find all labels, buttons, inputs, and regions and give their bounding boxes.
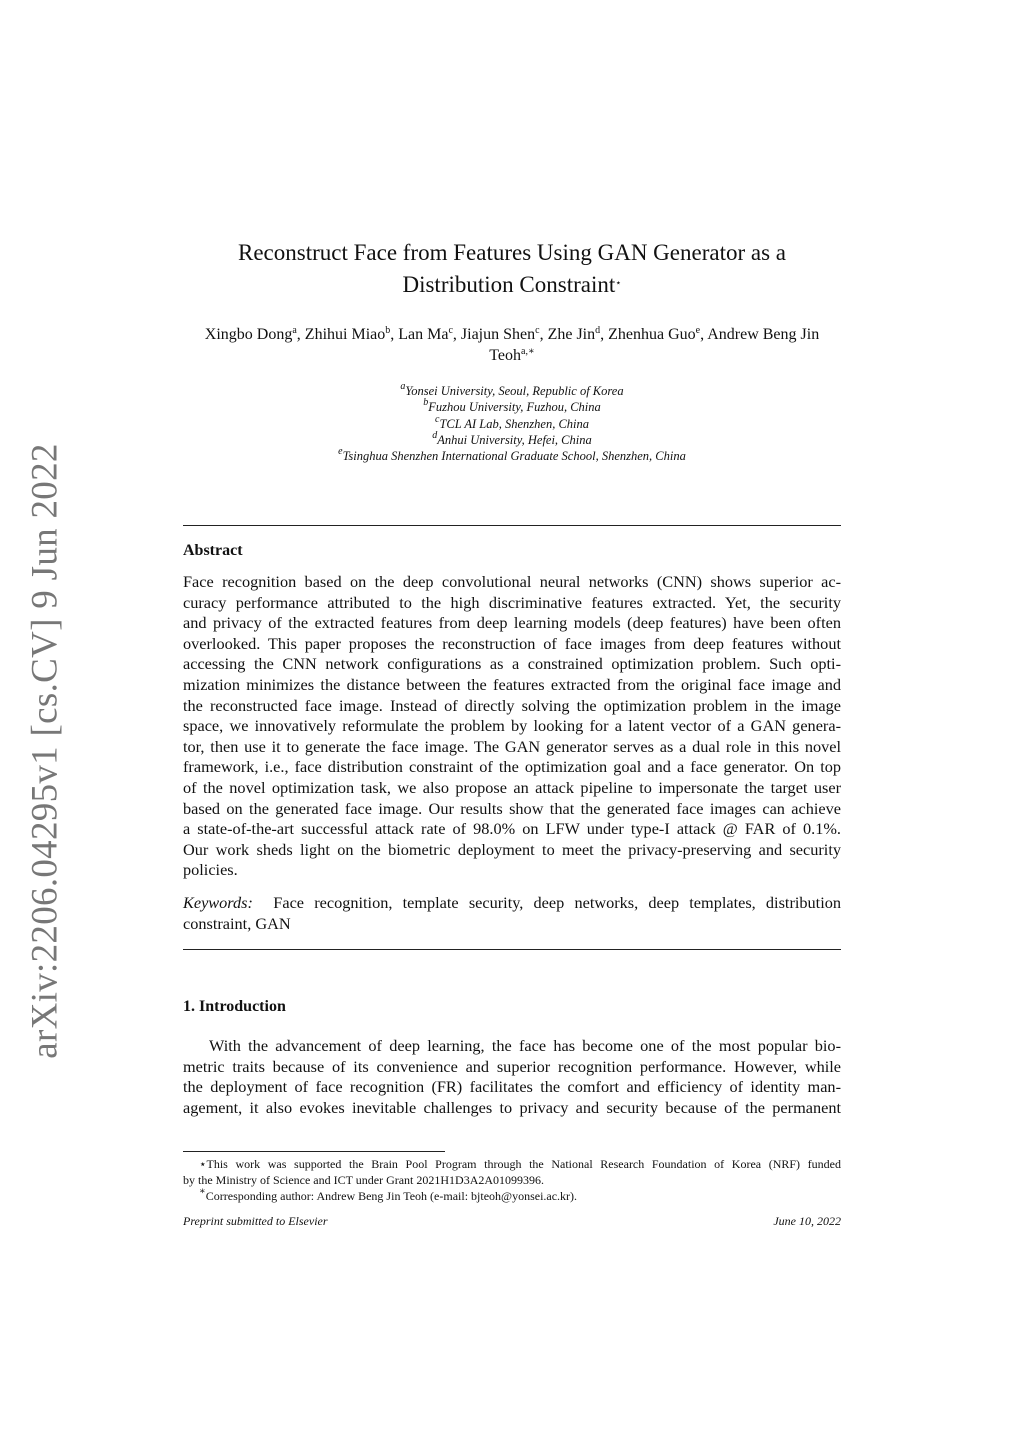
funding-footnote-line-2: by the Ministry of Science and ICT under Grant 2021H1D3A2A01099396. [183,1173,545,1187]
affiliation [0,413,1024,432]
page-footer [183,1214,841,1229]
keywords-line-2: constraint, GAN [183,913,291,933]
footer-preprint: Preprint submitted to Elsevier [183,1214,328,1228]
title-footnote-mark: ⋆ [615,278,622,289]
affiliation [0,399,1024,415]
title-line-2 [0,269,1024,301]
affiliation [0,429,1024,448]
affiliation-mark: d [432,429,438,441]
text-line: overlooked. This paper proposes the reconstruction of face images from deep features without [183,633,841,653]
abstract-heading: Abstract [183,542,243,559]
author-name: Xingbo Dong [204,326,293,343]
text-line: agement, it also evokes inevitable challenges to privacy and security because of the permanent [183,1097,841,1117]
text-line: the reconstructed face image. Instead of directly solving the optimization problem in the image [183,695,841,715]
author-name: Zhenhua Guo [608,326,696,343]
author-affiliation-mark: d [595,325,601,336]
footnote-rule [183,1151,445,1152]
corr-text: Corresponding author: Andrew Beng Jin Teoh (e-mail: bjteoh@yonsei.ac.kr). [205,1189,578,1203]
affiliation-mark: c [434,413,440,425]
text-line: Our work sheds light on the biometric deployment to meet the privacy-preserving and security [183,839,841,859]
affiliation [0,383,1024,399]
author-affiliation-mark: a,∗ [521,345,535,357]
affiliation-mark: e [338,446,343,458]
text-line: of the novel optimization task, we also propose an attack pipeline to impersonate the target user [183,777,841,797]
text-line: space, we innovatively reformulate the problem by looking for a latent vector of a GAN genera- [183,716,841,736]
text-line: mization minimizes the distance between the features extracted from the original face image and [183,674,841,694]
author-list: Xingbo Dong$^a$, Zhihui Miao$^b$, Lan Ma$^c$, Jiajun Shen$^c$, Zhe Jin$^d$, Zhenhua Guo$^e$, Andrew Beng Jin Teoh$^{a,∗}$ [204,325,820,364]
text-line: and privacy of the extracted features from deep learning models (deep features) have been often [183,613,841,633]
footnotes [183,1156,841,1204]
keywords-label: Keywords: [183,893,253,912]
abstract-top-rule [183,525,841,526]
affiliation-text: Tsinghua Shenzhen International Graduate School, Shenzhen, China [342,449,686,464]
corresponding-author-footnote [183,1188,841,1204]
funding-footnote-line-1 [183,1156,841,1172]
text-line: the deployment of face recognition (FR) facilitates the comfort and efficiency of identity man- [183,1077,841,1097]
text-line: framework, i.e., face distribution constraint of the optimization goal and a face generator. On top [183,757,841,777]
affiliation [0,448,1024,464]
title-line-1: Reconstruct Face from Features Using GAN Generator as a [238,240,786,265]
author-name: Zhe Jin [547,326,596,343]
text-line: metric traits because of its convenience and superior recognition performance. However, while [183,1056,841,1076]
text-line: Face recognition based on the deep convolutional neural networks (CNN) shows superior ac- [183,572,841,591]
affiliation-text: Yonsei University, Seoul, Republic of Korea [405,384,624,398]
introduction-heading: 1. Introduction [183,998,286,1015]
author-affiliation-mark: c [448,325,453,336]
text-line: a state-of-the-art successful attack rate of 98.0% on LFW under type-I attack @ FAR of 0.1%. [183,819,841,839]
affiliation-mark: b [423,397,429,409]
text-line: based on the generated face image. Our results show that the generated face images can achieve [183,798,841,818]
corr-mark: ∗ [199,1186,206,1197]
text-line: With the advancement of deep learning, the face has become one of the most popular bio- [209,1036,841,1055]
star-mark: ⋆ [199,1157,207,1171]
affiliation-mark: a [400,381,406,392]
keywords [183,893,841,934]
author-affiliation-mark: c [535,325,540,336]
abstract-bottom-rule [183,949,841,950]
text-line: curacy performance attributed to the high discriminative features extracted. Yet, the security [183,592,841,612]
paper-title [0,237,1024,301]
affiliation-text: Anhui University, Hefei, China [437,432,592,447]
author-name: Jiajun Shen [460,326,536,343]
funding-text: This work was supported the Brain Pool Program through the National Research Foundation of Korea (NRF) funded [206,1157,841,1171]
title-text: Distribution Constraint [402,272,616,297]
arxiv-identifier: arXiv:2206.04295v1 [cs.CV] 9 Jun 2022 [24,443,66,1059]
author-name: Andrew Beng Jin Teoh [489,326,820,364]
author-affiliation-mark: b [385,325,391,336]
text-line: tor, then use it to generate the face image. The GAN generator serves as a dual role in this novel [183,736,841,756]
abstract-body [183,572,841,881]
author-name: Zhihui Miao [304,326,386,343]
keywords-line-1: Face recognition, template security, deep networks, deep templates, distribution [273,893,841,912]
affiliation-text: Fuzhou University, Fuzhou, China [428,400,601,415]
affiliations [0,383,1024,464]
text-line: policies. [183,860,238,880]
text-line: accessing the CNN network configurations as a constrained optimization problem. Such opti- [183,654,841,674]
author-name: Lan Ma [398,326,449,343]
footer-date: June 10, 2022 [773,1214,841,1228]
introduction-body [183,1036,841,1118]
author-affiliation-mark: e [695,325,701,336]
author-affiliation-mark: a [292,325,297,336]
affiliation-text: TCL AI Lab, Shenzhen, China [439,416,589,431]
